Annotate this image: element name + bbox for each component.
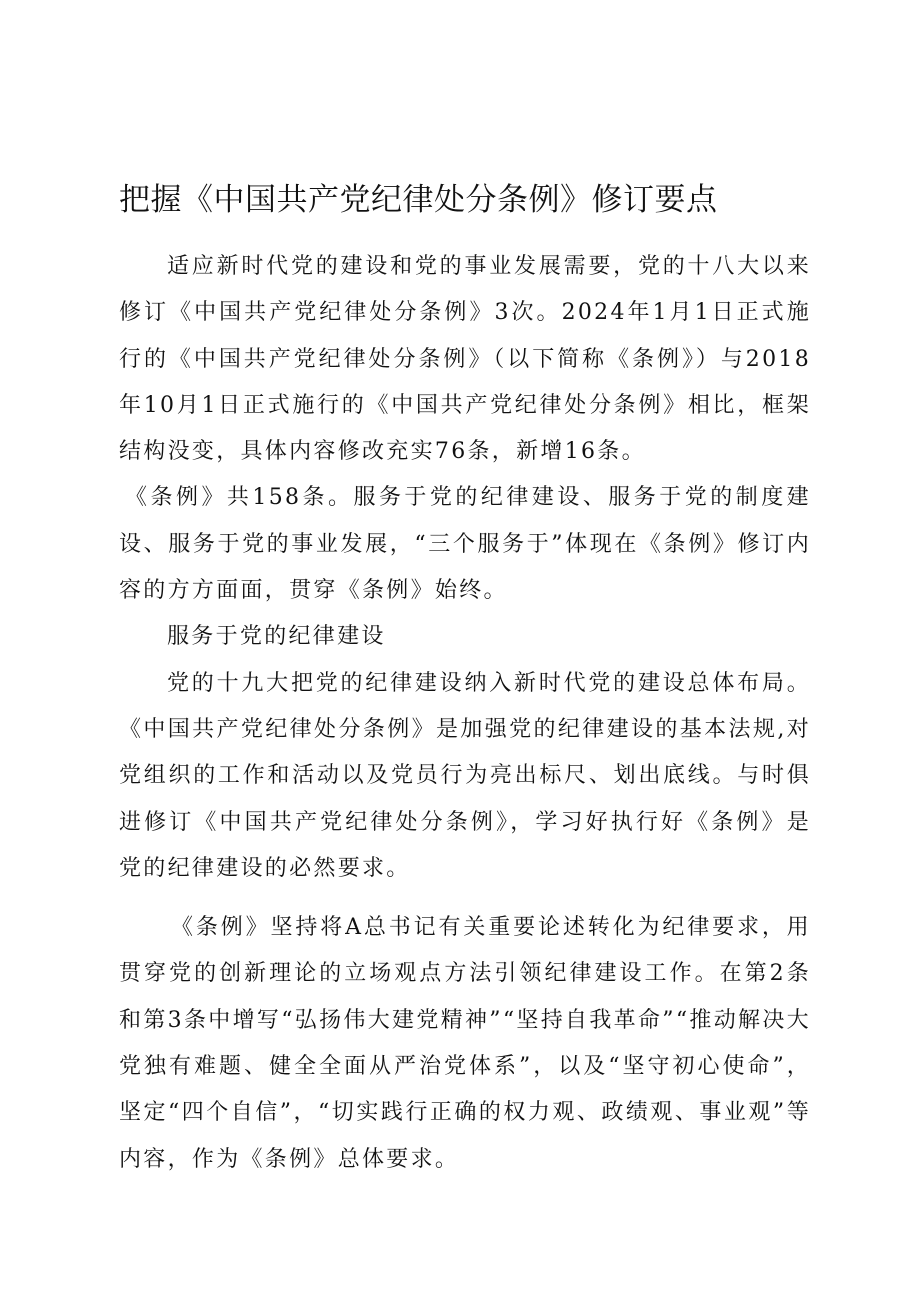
paragraph-overview: 《条例》共158条。服务于党的纪律建设、服务于党的制度建设、服务于党的事业发展，“三个服务于”体现在《条例》修订内容的方方面面，贯穿《条例》始终。 (119, 485, 811, 604)
paragraph-intro: 适应新时代党的建设和党的事业发展需要，党的十八大以来修订《中国共产党纪律处分条例》3次。2024年1月1日正式施行的《中国共产党纪律处分条例》（以下简称《条例》）与2018年10月1日正式施行的《中国共产党纪律处分条例》相比，框架结构没变，具体内容修改充实76条，新增16条。 (119, 254, 811, 465)
paragraph-discipline: 党的十九大把党的纪律建设纳入新时代党的建设总体布局。《中国共产党纪律处分条例》是加强党的纪律建设的基本法规,对党组织的工作和活动以及党员行为亮出标尺、划出底线。与时俱进修订《中国共产党纪律处分条例》，学习好执行好《条例》是党的纪律建设的必然要求。 (119, 670, 811, 881)
document-title: 把握《中国共产党纪律处分条例》修订要点 (119, 182, 718, 218)
document-body (119, 244, 811, 1183)
paragraph-requirements: 《条例》坚持将A总书记有关重要论述转化为纪律要求，用贯穿党的创新理论的立场观点方法引领纪律建设工作。在第2条和第3条中增写“弘扬伟大建党精神”“坚持自我革命”“推动解决大党独有难题、健全全面从严治党体系”，以及“坚守初心使命”，坚定“四个自信”，“切实践行正确的权力观、政绩观、事业观”等内容，作为《条例》总体要求。 (119, 915, 811, 1172)
section-heading: 服务于党的纪律建设 (167, 624, 386, 650)
